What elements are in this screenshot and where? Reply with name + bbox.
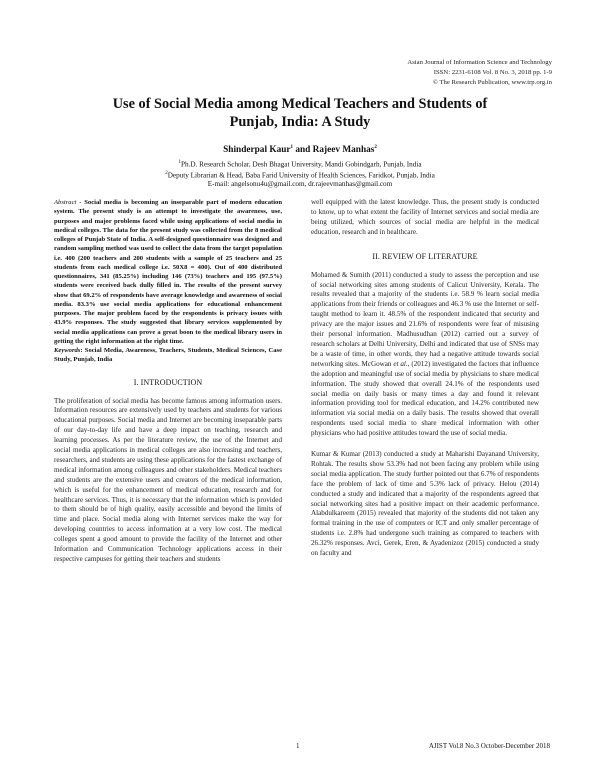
introduction-continued-paragraph: well equipped with the latest knowledge. Thus, the present study is conducted to know, up to what extent the facility of Internet services and social media are being utilized, which sources of social media are helpful in the medical education, research and in healthcare. xyxy=(311,198,539,236)
abstract xyxy=(54,198,282,346)
keywords xyxy=(54,346,282,365)
page-number: 1 xyxy=(296,742,300,750)
abstract-label: Abstract xyxy=(54,199,77,206)
footer-journal: AJIST Vol.8 No.3 October-December 2018 xyxy=(428,742,550,750)
keywords-label: Keywords xyxy=(54,347,81,354)
journal-issn: ISSN: 2231-6108 Vol. 8 No. 3, 2018 pp. 1-9 xyxy=(433,69,552,76)
introduction-paragraph: The proliferation of social media has become famous among information users. Information resources are extensively used by teachers and students for various educational purposes. Social media and Internet are becoming inseparable parts of our day-to-day life and have a deep impact on teaching, research and learning processes. As per the literature review, the use of the Internet and social media applications in medical colleges are also increasing and teachers, researchers, and students are using these applications for the fastest exchange of medical information among colleagues and other stakeholders. Medical teachers and students are the extensive users and creators of the medical information, which is useful for the enhancement of medical education, research and for healthcare services. Thus, it is necessary that the information which is provided to them should be of high quality, easily accessible and beyond the limits of time and place. Social media along with Internet services make the way for developing countries to access information at a very low cost. The medical colleges spent a good amount to provide the facility of the Internet and other Information and Communication Technology applications access in their respective campuses for getting their teachers and students xyxy=(54,396,282,563)
keywords-text: : Social Media, Awareness, Teachers, Students, Medical Sciences, Case Study, Punjab, India xyxy=(54,347,282,364)
journal-publisher: © The Research Publication, www.trp.org.in xyxy=(432,79,552,86)
journal-name: Asian Journal of Information Science and Technology xyxy=(407,59,552,66)
author-sup-1: 1 xyxy=(290,145,294,150)
author-and: and xyxy=(293,145,313,156)
literature-paragraph-1 xyxy=(311,271,539,439)
author-list xyxy=(60,145,540,155)
paper-title-line2: Punjab, India: A Study xyxy=(229,113,371,130)
literature-paragraph-2: Kumar & Kumar (2013) conducted a study at Maharishi Dayanand University, Rohtak. The results show 53.3% had not been facing any problem while using social media application. The study further pointed out that 6.7% of respondents face the problem of lack of time and 5.3% lack of privacy. Helou (2014) conducted a study and indicated that a majority of the respondents agreed that social networking sites had a positive impact on their academic performance. Alabdulkareem (2015) revealed that majority of the students did not taken any formal training in the use of computers or ICT and only smaller percentage of students i.e. 2.8% had undergone such training as compared to teachers with 26.32% responses. Avci, Gerek, Eren, & Ayadenizoz (2015) conducted a study on faculty and xyxy=(311,450,539,558)
affiliation-1 xyxy=(60,158,540,169)
paper-title xyxy=(60,96,540,131)
journal-header xyxy=(252,58,552,88)
section-heading-introduction: I. INTRODUCTION xyxy=(133,377,203,387)
affiliation-1-sup: 1 xyxy=(178,160,181,165)
abstract-text: - Social media is becoming an inseparable part of modern education system. The present study is an attempt to investigate the awareness, use, purposes and major problems faced while using applications of social media in medical colleges. The data for the present study was collected from the 8 medical colleges of Punjab State of India. A self-designed questionnaire was designed and random sampling method was used to collect the data from the target population i.e. 400 (200 teachers and 200 students with a sample of 25 teachers and 25 students from each medical college i.e. 50X8 = 400). Out of 400 distributed questionnaires, 341 (85.25%) including 146 (73%) teachers and 195 (97.5%) students were received back dully filled in. The results of the present survey show that 69.2% of respondents have average knowledge and awareness of social media. 83.3% use social media applications for educational enhancement purposes. The major problem faced by the respondents is privacy issues with 43.9% responses. The study suggested that library services supplemented by social media applications can prove a great boon to the medical library users in getting the right information at the right time. xyxy=(54,199,282,345)
affiliation-1-text: Ph.D. Research Scholar, Desh Bhagat University, Mandi Gobindgarh, Punjab, India xyxy=(180,160,422,169)
literature-etal: et al. xyxy=(393,359,408,368)
affiliation-2-text: Deputy Librarian & Head, Baba Farid University of Health Sciences, Faridkot, Punjab, India xyxy=(167,171,435,180)
author-sup-2: 2 xyxy=(374,145,377,150)
literature-paragraph-1-part-b: , (2012) investigated the factors that influence the adoption and meaningful use of social media by physicians to share medical information. The study showed that overall 24.1% of the respondents used social media on daily basis or many times a day and found it relevant information providing tool for medical education, and 14.2% contributed new information via social media on a daily basis. The results showed that overall respondents used social media to share medical information with other physicians who had positive attitudes toward the use of social media. xyxy=(311,359,539,438)
author-name-2: Rajeev Manhas xyxy=(312,145,375,156)
author-email: E-mail: angelsonu4u@gmail.com, dr.rajeevmanhas@gmail.com xyxy=(207,180,393,188)
literature-paragraph-1-part-a: Mohamed & Sumith (2011) conducted a study to assess the perception and use of social networking sites among students of Calicut University, Kerala. The results revealed that a majority of the students i.e. 58.9 % learn social media applications from their friends or colleagues and 46.3 % use the Internet or self-taught method to learn it. 48.5% of the respondent indicated that security and privacy are the major issues and 21.6% of respondents were fear of misusing their personal information. Madhusudhan (2012) carried out a survey of research scholars at Delhi University, Delhi and indicated that use of SNSs may be a waste of time, in other words, they had a negative attitude towards social networking sites. McGowan xyxy=(311,270,539,368)
left-column xyxy=(54,198,282,565)
paper-title-line1: Use of Social Media among Medical Teachers and Students of xyxy=(112,96,488,112)
right-column xyxy=(311,198,539,559)
section-heading-literature-review: II. REVIEW OF LITERATURE xyxy=(372,251,478,261)
author-name-1: Shinderpal Kaur xyxy=(223,145,291,156)
affiliation-2-sup: 2 xyxy=(165,171,168,176)
